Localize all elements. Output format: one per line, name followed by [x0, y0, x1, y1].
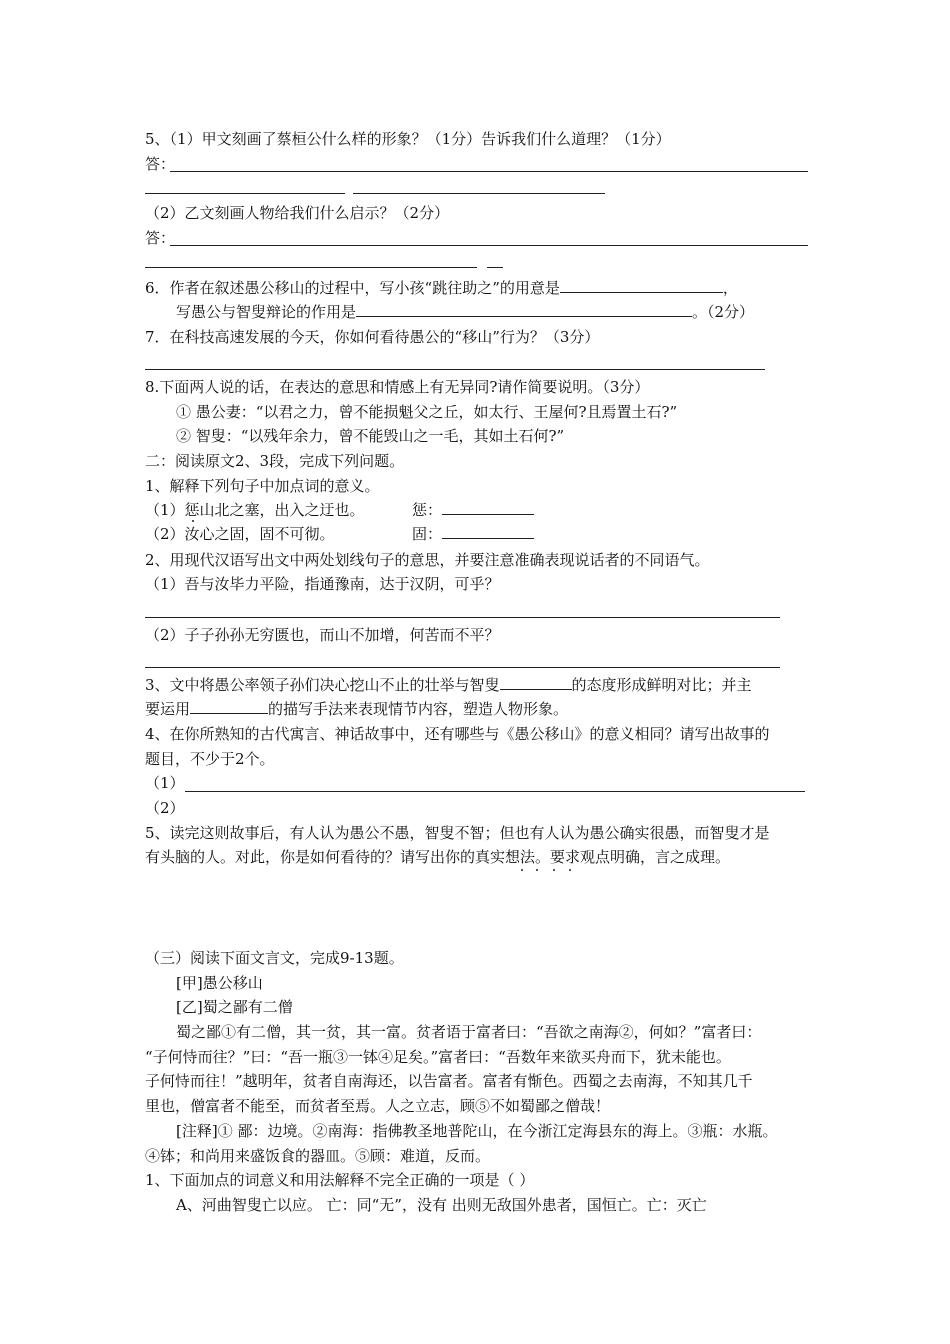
question-8-quote-1: ① 愚公妻：“以君之力，曾不能损魁父之丘，如太行、王屋何?且焉置土石?” — [176, 403, 678, 421]
passage-line: “子何恃而往？”曰：“吾一瓶③一钵④足矣。”富者曰：“吾数年来欲买舟而下，犹未能也。 — [145, 1048, 731, 1066]
emphasis-dot — [192, 520, 194, 522]
question-7: 7．在科技高速发展的今天，你如何看待愚公的“移山”行为？（3分） — [145, 328, 600, 346]
section-2-q5-b: 有头脑的人。对此，你是如何看待的？请写出你的真实想法。要求观点明确，言之成理。 — [145, 848, 731, 866]
section-2-q3-text: 的态度形成鲜明对比；并主 — [571, 676, 752, 694]
answer-line[interactable] — [145, 267, 477, 268]
section-2-q1-a: （1）惩山北之塞，出入之迂也。 — [145, 501, 365, 519]
emphasis-dot — [521, 869, 523, 871]
passage-yi-title: [乙]蜀之鄙有二僧 — [176, 998, 293, 1016]
answer-line[interactable] — [170, 245, 808, 246]
comma: ， — [722, 279, 738, 297]
section-2-q4-1: （1） — [145, 774, 185, 792]
section-2-q2: 2、用现代汉语写出文中两处划线句子的意思，并要注意准确表现说话者的不同语气。 — [145, 551, 710, 569]
section-2-q3-text: 的描写手法来表现情节内容，塑造人物形象。 — [268, 700, 569, 718]
question-6-a-text: 6．作者在叙述愚公移山的过程中，写小孩“跳往助之”的用意是 — [145, 279, 560, 297]
word-label-text: 惩： — [412, 501, 443, 519]
emphasis-dot — [569, 869, 571, 871]
score-note: 。（2分） — [692, 303, 755, 321]
fill-blank[interactable] — [190, 699, 268, 714]
answer-label: 答： — [145, 155, 176, 173]
fill-blank[interactable] — [442, 524, 534, 539]
fill-blank[interactable] — [356, 302, 692, 317]
section-2-title: 二：阅读原文2、3段，完成下列问题。 — [145, 452, 405, 470]
question-8-quote-2: ② 智叟：“以残年余力，曾不能毁山之一毛，其如土石何?” — [176, 427, 565, 445]
answer-line[interactable] — [145, 617, 780, 618]
answer-line[interactable] — [145, 369, 765, 370]
section-2-q4-2: （2） — [145, 799, 185, 817]
section-3-title: （三）阅读下面文言文，完成9-13题。 — [145, 949, 404, 967]
fill-blank[interactable] — [560, 278, 723, 293]
question-6-b — [176, 301, 754, 323]
section-2-q3-line1 — [145, 674, 752, 696]
emphasis-dot — [536, 869, 538, 871]
passage-line: 蜀之鄙①有二僧，其一贫，其一富。贫者语于富者曰：“吾欲之南海②，何如？”富者曰： — [176, 1023, 762, 1041]
section-2-q5-a: 5、读完这则故事后，有人认为愚公不愚，智叟不智；但也有人认为愚公确实很愚，而智叟才是 — [145, 824, 770, 842]
section-2-q4-b: 题目，不少于2个。 — [145, 750, 275, 768]
answer-line[interactable] — [487, 267, 503, 268]
section-2-q1: 1、解释下列句子中加点词的意义。 — [145, 477, 380, 495]
question-6-a — [145, 277, 738, 299]
section-2-q4-a: 4、在你所熟知的古代寓言、神话故事中，还有哪些与《愚公移山》的意义相同？请写出故事的 — [145, 725, 770, 743]
word-label — [412, 499, 534, 521]
section-2-q3-text: 要运用 — [145, 700, 191, 718]
fill-blank[interactable] — [500, 675, 572, 690]
question-5-1: 5、（1）甲文刻画了蔡桓公什么样的形象？（1分）告诉我们什么道理？（1分） — [145, 130, 671, 148]
answer-line[interactable] — [145, 193, 345, 194]
question-5-2: （2）乙文刻画人物给我们什么启示？（2分） — [145, 204, 450, 222]
section-2-q2-a: （1）吾与汝毕力平险，指通豫南，达于汉阴，可乎？ — [145, 575, 500, 593]
section-2-q2-b: （2）子子孙孙无穷匮也，而山不加增，何苦而不平？ — [145, 626, 500, 644]
question-8: 8.下面两人说的话，在表达的意思和情感上有无异同?请作简要说明。（3分） — [145, 378, 650, 396]
word-label — [412, 523, 534, 545]
passage-line: 子何恃而往！”越明年，贫者自南海还，以告富者。富者有惭色。西蜀之去南海，不知其几千 — [145, 1072, 753, 1090]
answer-line[interactable] — [170, 171, 808, 172]
notes-line: ④钵；和尚用来盛饭食的器皿。⑤顾：难道，反而。 — [145, 1147, 491, 1165]
passage-line: 里也，僧富者不能至，而贫者至焉。人之立志，顾⑤不如蜀鄙之僧哉！ — [145, 1097, 611, 1115]
emphasis-dot — [553, 869, 555, 871]
answer-label: 答： — [145, 229, 176, 247]
section-2-q1-b: （2）汝心之固，固不可彻。 — [145, 525, 335, 543]
section-2-q3-text: 3、文中将愚公率领子孙们决心挖山不止的壮举与智叟 — [145, 676, 500, 694]
answer-line[interactable] — [185, 791, 805, 792]
option-a: A、河曲智叟亡以应。 亡：同“无”，没有 出则无敌国外患者，国恒亡。亡：灭亡 — [176, 1196, 707, 1214]
word-label-text: 固： — [412, 525, 443, 543]
answer-line[interactable] — [145, 667, 780, 668]
question-choice: 1、下面加点的词意义和用法解释不完全正确的一项是（ ） — [145, 1171, 535, 1189]
passage-jia-title: [甲]愚公移山 — [176, 974, 263, 992]
answer-line[interactable] — [353, 193, 605, 194]
question-6-b-text: 写愚公与智叟辩论的作用是 — [176, 303, 357, 321]
notes-line: [注释]① 鄙：边境。②南海：指佛教圣地普陀山，在今浙江定海县东的海上。③瓶：水瓶。 — [176, 1122, 778, 1140]
section-2-q3-line2 — [145, 698, 568, 720]
fill-blank[interactable] — [442, 500, 534, 515]
